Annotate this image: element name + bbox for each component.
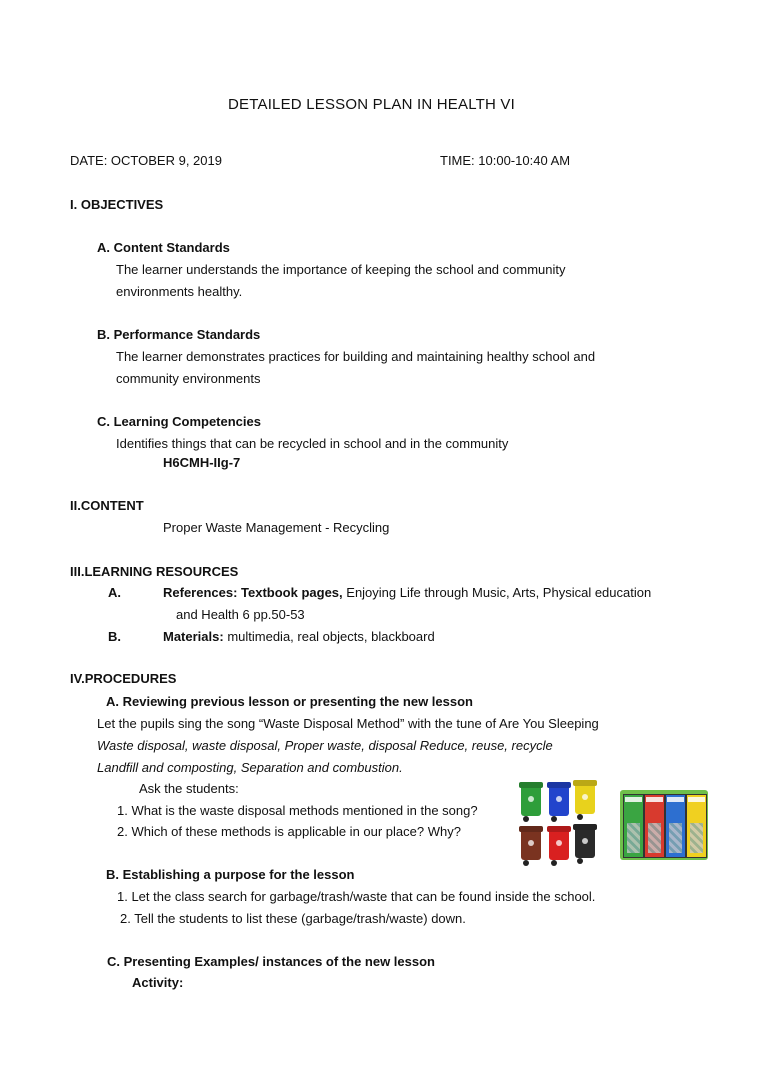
competency-code: H6CMH-IIg-7 bbox=[163, 455, 241, 470]
brown-bin-icon bbox=[521, 830, 541, 860]
question-2: 2. Which of these methods is applicable in our place? Why? bbox=[117, 824, 461, 839]
content-standards-text-2: environments healthy. bbox=[116, 284, 243, 299]
references-label: References: Textbook pages, bbox=[163, 585, 343, 600]
presenting-examples-heading: C. Presenting Examples/ instances of the new lesson bbox=[107, 954, 435, 969]
time-line: TIME: 10:00-10:40 AM bbox=[440, 153, 571, 168]
song-instruction: Let the pupils sing the song “Waste Disposal Method” with the tune of Are You Sleeping bbox=[97, 716, 599, 731]
blue-bin-icon bbox=[549, 786, 569, 816]
date-line: DATE: OCTOBER 9, 2019 bbox=[70, 153, 222, 168]
ask-students: Ask the students: bbox=[139, 781, 239, 796]
sorting-slot-blue bbox=[665, 794, 686, 858]
green-bin-icon bbox=[521, 786, 541, 816]
materials-text: multimedia, real objects, blackboard bbox=[223, 629, 435, 644]
references-text: Enjoying Life through Music, Arts, Physical education bbox=[342, 585, 652, 600]
song-lyrics-2: Landfill and composting, Separation and combustion. bbox=[97, 760, 403, 775]
red-bin-icon bbox=[549, 830, 569, 860]
references-text-2: and Health 6 pp.50-53 bbox=[176, 607, 305, 622]
waste-sorting-bins-image bbox=[620, 790, 708, 860]
content-standards-heading: A. Content Standards bbox=[97, 240, 230, 255]
performance-standards-text-2: community environments bbox=[116, 371, 261, 386]
question-1: 1. What is the waste disposal methods mentioned in the song? bbox=[117, 803, 478, 818]
black-bin-icon bbox=[575, 828, 595, 858]
song-lyrics-1: Waste disposal, waste disposal, Proper waste, disposal Reduce, reuse, recycle bbox=[97, 738, 553, 753]
sorting-slot-red bbox=[644, 794, 665, 858]
yellow-bin-icon bbox=[575, 784, 595, 814]
procedures-heading: IV.PROCEDURES bbox=[70, 671, 177, 686]
references-line bbox=[163, 585, 651, 601]
content-text: Proper Waste Management - Recycling bbox=[163, 520, 390, 535]
recycling-bins-image bbox=[517, 780, 602, 867]
content-standards-text: The learner understands the importance of keeping the school and community bbox=[116, 262, 566, 277]
establishing-purpose-heading: B. Establishing a purpose for the lesson bbox=[106, 867, 355, 882]
materials-line bbox=[163, 629, 435, 645]
reviewing-lesson-heading: A. Reviewing previous lesson or presenting the new lesson bbox=[106, 694, 473, 709]
learning-competencies-text: Identifies things that can be recycled in school and in the community bbox=[116, 436, 509, 451]
content-heading: II.CONTENT bbox=[70, 498, 144, 513]
activity-label: Activity: bbox=[132, 975, 184, 990]
materials-letter: B. bbox=[108, 629, 121, 644]
learning-resources-heading: III.LEARNING RESOURCES bbox=[70, 564, 239, 579]
performance-standards-heading: B. Performance Standards bbox=[97, 327, 261, 342]
purpose-item-1: 1. Let the class search for garbage/trash/waste that can be found inside the school. bbox=[117, 889, 596, 904]
sorting-slot-yellow bbox=[686, 794, 707, 858]
purpose-item-2: 2. Tell the students to list these (garbage/trash/waste) down. bbox=[120, 911, 466, 926]
materials-label: Materials: bbox=[163, 629, 224, 644]
sorting-slot-green bbox=[623, 794, 644, 858]
learning-competencies-heading: C. Learning Competencies bbox=[97, 414, 261, 429]
references-letter: A. bbox=[108, 585, 121, 600]
objectives-heading: I. OBJECTIVES bbox=[70, 197, 164, 212]
performance-standards-text: The learner demonstrates practices for building and maintaining healthy school and bbox=[116, 349, 596, 364]
page-title: DETAILED LESSON PLAN IN HEALTH VI bbox=[228, 96, 515, 113]
